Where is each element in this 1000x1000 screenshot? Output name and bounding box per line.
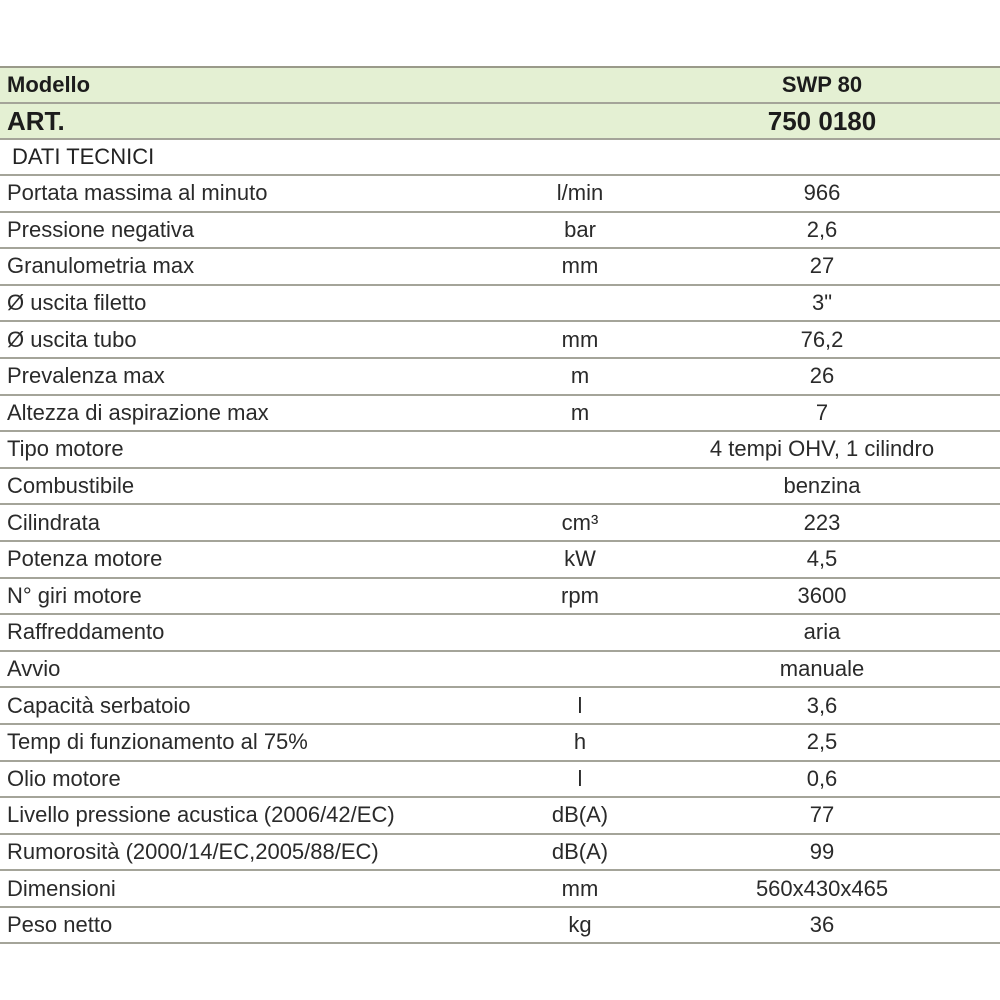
spec-label: Dimensioni bbox=[7, 875, 116, 901]
table-row bbox=[0, 432, 1000, 469]
spec-unit: mm bbox=[561, 326, 599, 352]
table-row bbox=[0, 396, 1000, 433]
table-row bbox=[0, 725, 1000, 762]
spec-unit: m bbox=[570, 363, 590, 389]
spec-label: N° giri motore bbox=[7, 582, 142, 608]
spec-label: Tipo motore bbox=[7, 436, 124, 462]
spec-label: Avvio bbox=[7, 656, 61, 682]
spec-unit: dB(A) bbox=[551, 802, 609, 828]
spec-value: 36 bbox=[809, 912, 835, 938]
spec-value: 76,2 bbox=[800, 326, 844, 352]
table-row bbox=[0, 249, 1000, 286]
spec-label: Pressione negativa bbox=[7, 216, 195, 242]
section-row bbox=[0, 140, 1000, 176]
table-row bbox=[0, 798, 1000, 835]
spec-label: Raffreddamento bbox=[7, 619, 165, 645]
spec-value: 0,6 bbox=[806, 765, 838, 791]
spec-unit: dB(A) bbox=[551, 838, 609, 864]
model-label: Modello bbox=[7, 72, 91, 97]
spec-unit: l bbox=[577, 692, 583, 718]
art-row bbox=[0, 104, 1000, 140]
table-row bbox=[0, 322, 1000, 359]
table-row bbox=[0, 359, 1000, 396]
spec-value: 99 bbox=[809, 838, 835, 864]
spec-unit: rpm bbox=[561, 582, 599, 608]
spec-unit: kg bbox=[568, 912, 592, 938]
spec-value: 2,6 bbox=[806, 216, 838, 242]
table-row bbox=[0, 652, 1000, 689]
table-row bbox=[0, 542, 1000, 579]
spec-value: 4 tempi OHV, 1 cilindro bbox=[709, 436, 935, 462]
table-row bbox=[0, 286, 1000, 323]
spec-label: Cilindrata bbox=[7, 509, 100, 535]
spec-unit: bar bbox=[564, 216, 596, 242]
spec-label: Portata massima al minuto bbox=[7, 180, 268, 206]
spec-table bbox=[0, 66, 1000, 944]
spec-value: aria bbox=[803, 619, 841, 645]
spec-value: 26 bbox=[809, 363, 835, 389]
table-row bbox=[0, 469, 1000, 506]
spec-value: 223 bbox=[803, 509, 841, 535]
spec-unit: cm³ bbox=[561, 509, 599, 535]
spec-value: 966 bbox=[803, 180, 841, 206]
spec-value: 27 bbox=[809, 253, 835, 279]
spec-unit: kW bbox=[564, 546, 596, 572]
spec-label: Potenza motore bbox=[7, 546, 163, 572]
table-row bbox=[0, 176, 1000, 213]
table-row bbox=[0, 615, 1000, 652]
spec-unit: m bbox=[570, 399, 590, 425]
spec-value: 7 bbox=[815, 399, 829, 425]
spec-label: Livello pressione acustica (2006/42/EC) bbox=[7, 802, 395, 828]
spec-label: Ø uscita tubo bbox=[7, 326, 137, 352]
spec-value: benzina bbox=[783, 473, 861, 499]
spec-value: 3" bbox=[811, 290, 833, 316]
spec-unit: l/min bbox=[556, 180, 604, 206]
spec-label: Rumorosità (2000/14/EC,2005/88/EC) bbox=[7, 838, 379, 864]
table-row bbox=[0, 908, 1000, 945]
spec-label: Prevalenza max bbox=[7, 363, 165, 389]
model-row bbox=[0, 68, 1000, 104]
spec-unit: l bbox=[577, 765, 583, 791]
spec-label: Capacità serbatoio bbox=[7, 692, 191, 718]
table-row bbox=[0, 871, 1000, 908]
spec-value: 4,5 bbox=[806, 546, 838, 572]
spec-value: 2,5 bbox=[806, 729, 838, 755]
spec-label: Granulometria max bbox=[7, 253, 195, 279]
section-title: DATI TECNICI bbox=[12, 144, 155, 169]
spec-unit: mm bbox=[561, 875, 599, 901]
spec-value: 3600 bbox=[797, 582, 847, 608]
art-value: 750 0180 bbox=[767, 105, 877, 136]
table-row bbox=[0, 762, 1000, 799]
table-row bbox=[0, 688, 1000, 725]
spec-label: Combustibile bbox=[7, 473, 135, 499]
spec-value: 560x430x465 bbox=[755, 875, 889, 901]
model-value: SWP 80 bbox=[781, 72, 863, 97]
spec-unit: mm bbox=[561, 253, 599, 279]
spec-label: Ø uscita filetto bbox=[7, 290, 147, 316]
spec-label: Peso netto bbox=[7, 912, 113, 938]
spec-label: Altezza di aspirazione max bbox=[7, 399, 269, 425]
table-row bbox=[0, 505, 1000, 542]
spec-value: 3,6 bbox=[806, 692, 838, 718]
spec-rows bbox=[0, 176, 1000, 944]
spec-label: Temp di funzionamento al 75% bbox=[7, 729, 308, 755]
table-row bbox=[0, 579, 1000, 616]
spec-value: manuale bbox=[779, 656, 865, 682]
spec-value: 77 bbox=[809, 802, 835, 828]
spec-unit: h bbox=[573, 729, 587, 755]
art-label: ART. bbox=[7, 105, 65, 136]
spec-label: Olio motore bbox=[7, 765, 121, 791]
table-row bbox=[0, 835, 1000, 872]
table-row bbox=[0, 213, 1000, 250]
